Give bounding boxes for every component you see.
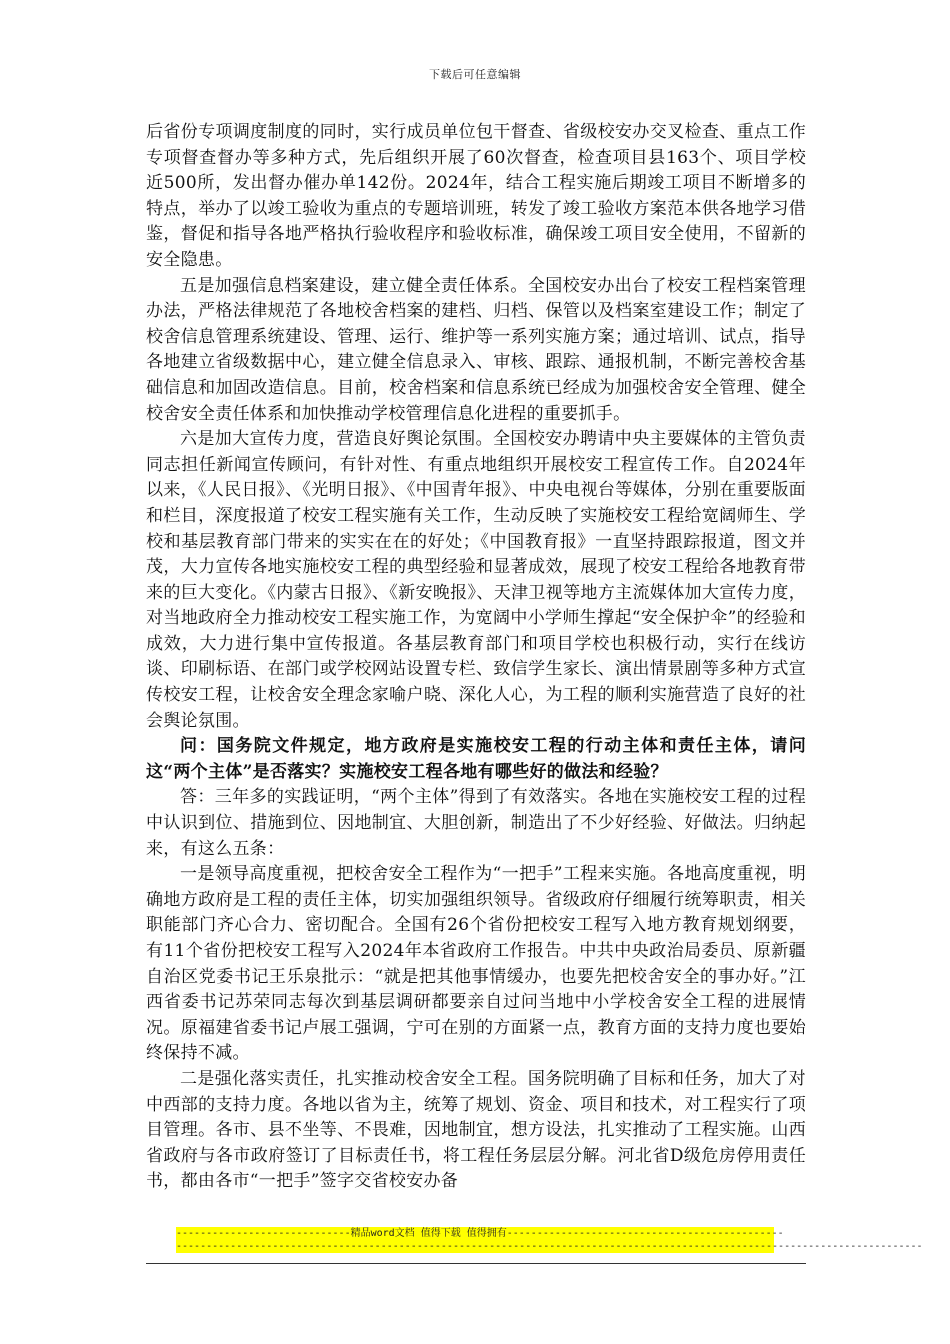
paragraph-point-six: 六是加大宣传力度，营造良好舆论氛围。全国校安办聘请中央主要媒体的主管负责同志担任新闻宣传顾问，有针对性、有重点地组织开展校安工程宣传工作。自2024年以来，《人民日报》、《光明日报》、《中国青年报》、中央电视台等媒体，分别在重要版面和栏目，深度报道了校安工程实施有关工作，生动反映了实施校安工程给宽阔师生、学校和基层教育部门带来的实实在在的好处；《中国教育报》一直坚持跟踪报道，图文并茂，大力宣传各地实施校安工程的典型经验和显著成效，展现了校安工程给各地教育带来的巨大变化。《内蒙古日报》、《新安晚报》、天津卫视等地方主流媒体加大宣传力度，对当地政府全力推动校安工程实施工作，为宽阔中小学师生撑起“安全保护伞”的经验和成效，大力进行集中宣传报道。各基层教育部门和项目学校也积极行动，实行在线访谈、印刷标语、在部门或学校网站设置专栏、致信学生家长、演出情景剧等多种方式宣传校安工程，让校舍安全理念家喻户晓、深化人心，为工程的顺利实施营造了良好的社会舆论氛围。 (146, 429, 806, 731)
footer-banner (176, 1227, 923, 1253)
header-note: 下载后可任意编辑 (429, 68, 521, 81)
paragraph-point-two: 二是强化落实责任，扎实推动校舍安全工程。国务院明确了目标和任务，加大了对中西部的支持力度。各地以省为主，统筹了规划、资金、项目和技术，对工程实行了项目管理。各市、县不坐等、不畏难，因地制宜，想方设法，扎实推动了工程实施。山西省政府与各市政府签订了目标责任书，将工程任务层层分解。河北省D级危房停用责任书，都由各市“一把手”签字交省校安办备 (146, 1068, 806, 1192)
document-body (146, 120, 806, 1195)
footer-line-2: ---------------------------------------------------------------------------------------------------------------------------- (176, 1241, 923, 1252)
answer-paragraph: 答：三年多的实践证明，“两个主体”得到了有效落实。各地在实施校安工程的过程中认识到位、措施到位、因地制宜、大胆创新，制造出了不少好经验、好做法。归纳起来，有这么五条： (146, 787, 806, 859)
question-paragraph: 问：国务院文件规定，地方政府是实施校安工程的行动主体和责任主体，请问这“两个主体”是否落实？实施校安工程各地有哪些好的做法和经验？ (146, 736, 806, 782)
paragraph-point-one: 一是领导高度重视，把校舍安全工程作为“一把手”工程来实施。各地高度重视，明确地方政府是工程的责任主体，切实加强组织领导。省级政府仔细履行统筹职责，相关职能部门齐心合力、密切配合。全国有26个省份把校安工程写入地方教育规划纲要，有11个省份把校安工程写入2024年本省政府工作报告。中共中央政治局委员、原新疆自治区党委书记王乐泉批示：“就是把其他事情缓办，也要先把校舍安全的事办好。”江西省委书记苏荣同志每次到基层调研都要亲自过问当地中小学校舍安全工程的进展情况。原福建省委书记卢展工强调，宁可在别的方面紧一点，教育方面的支持力度也要始终保持不减。 (146, 864, 806, 1064)
footer-line-1: -----------------------------精品word文档 值得下载 值得拥有---------------------------------------------- (176, 1228, 784, 1239)
paragraph-continuation: 后省份专项调度制度的同时，实行成员单位包干督查、省级校安办交叉检查、重点工作专项督查督办等多种方式，先后组织开展了60次督查，检查项目县163个、项目学校近500所，发出督办催办单142份。2024年，结合工程实施后期竣工项目不断增多的特点，举办了以竣工验收为重点的专题培训班，转发了竣工验收方案范本供各地学习借鉴，督促和指导各地严格执行验收程序和验收标准，确保竣工项目安全使用，不留新的安全隐患。 (146, 122, 806, 270)
paragraph-point-five: 五是加强信息档案建设，建立健全责任体系。全国校安办出台了校安工程档案管理办法，严格法律规范了各地校舍档案的建档、归档、保管以及档案室建设工作；制定了校舍信息管理系统建设、管理、运行、维护等一系列实施方案；通过培训、试点，指导各地建立省级数据中心，建立健全信息录入、审核、跟踪、通报机制，不断完善校舍基础信息和加固改造信息。目前，校舍档案和信息系统已经成为加强校舍安全管理、健全校舍安全责任体系和加快推动学校管理信息化进程的重要抓手。 (146, 275, 806, 424)
footer-divider (146, 1263, 806, 1264)
